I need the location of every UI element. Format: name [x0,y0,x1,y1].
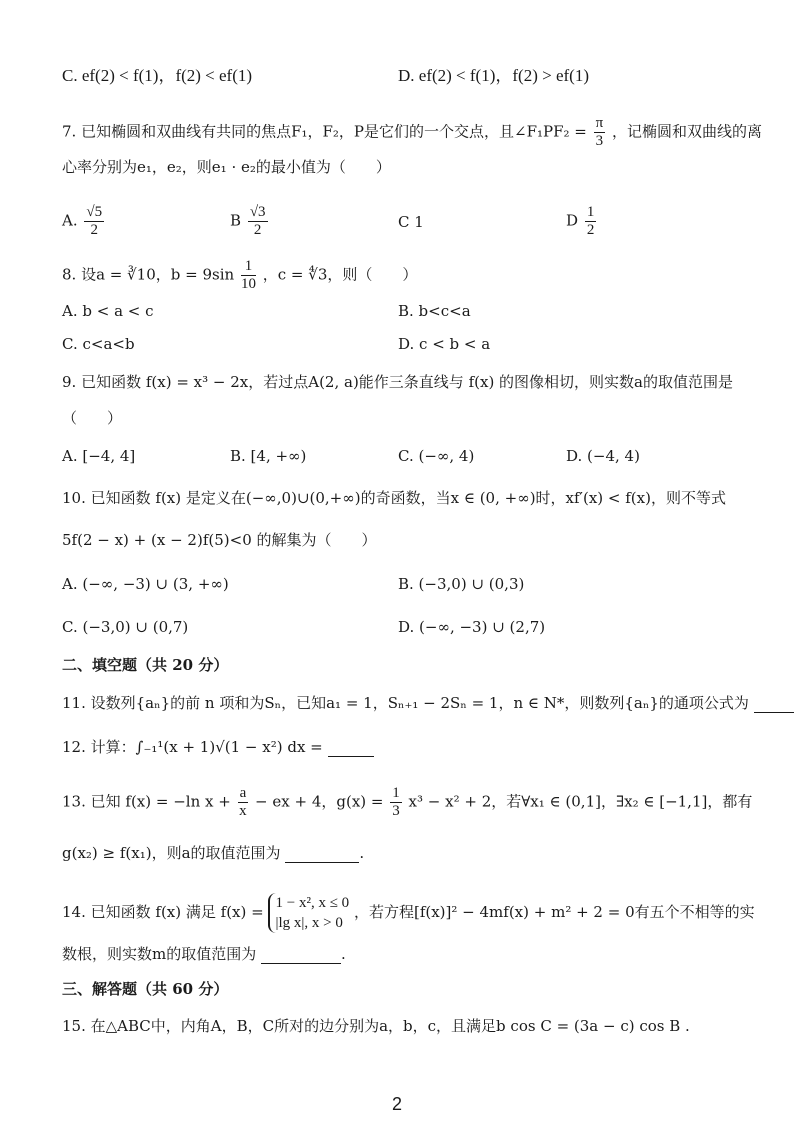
q8-option-a[interactable]: A. b < a < c [62,302,154,320]
q9-option-a[interactable]: A. [−4, 4] [62,447,136,465]
q7-angle-fraction: $\frac{\pi}{3}$ [595,115,604,149]
q10-option-a[interactable]: A. (−∞, −3) ∪ (3, +∞) [62,575,229,593]
q10-option-c[interactable]: C. (−3,0) ∪ (0,7) [62,618,189,636]
q7-option-d[interactable]: D $\frac{1}{2}$ [566,204,595,238]
q10-option-b[interactable]: B. (−3,0) ∪ (0,3) [398,575,525,593]
q6-option-d[interactable]: D. ef(2) < f(1)，f(2) > ef(1) [398,66,589,85]
q8-option-c[interactable]: C. c<a<b [62,335,135,353]
q13-stem-line1: 13. 已知 f(x) = −ln x + $\frac{a}{x}$ − ex + 4，g(x) = $\frac{1}{3}$ x³ − x² + 2，若∀x₁ ∈ (0,1]，∃x₂ ∈ [−1,1]，都有 [62,785,753,819]
q8-option-b[interactable]: B. b<c<a [398,302,471,320]
q11-stem: 11. 设数列{aₙ}的前 n 项和为Sₙ，已知a₁ = 1，Sₙ₊₁ − 2Sₙ = 1，n ∈ N*，则数列{aₙ}的通项公式为 [62,693,794,713]
q7-option-c[interactable]: C 1 [398,213,424,231]
q9-answer-paren: （ ） [62,409,123,427]
q7-option-a[interactable]: A. $\frac{√5}{2}$ [62,204,103,238]
q9-stem: 9. 已知函数 f(x) = x³ − 2x，若过点A(2, a)能作三条直线与 f(x) 的图像相切，则实数a的取值范围是 [62,373,734,391]
q9-option-c[interactable]: C. (−∞, 4) [398,447,475,465]
q10-option-d[interactable]: D. (−∞, −3) ∪ (2,7) [398,618,546,636]
q10-stem-line1: 10. 已知函数 f(x) 是定义在(−∞,0)∪(0,+∞)的奇函数，当x ∈ (0, +∞)时，xf′(x) < f(x)，则不等式 [62,489,726,507]
q15-stem: 15. 在△ABC中，内角A，B，C所对的边分别为a，b，c，且满足b cos C = (3a − c) cos B . [62,1017,690,1035]
q10-stem-line2: 5f(2 − x) + (x − 2)f(5)<0 的解集为（ ） [62,531,377,549]
q14-piecewise-function: 1 − x², x ≤ 0 |lg x|, x > 0 [268,893,349,933]
q12-stem: 12. 计算：∫₋₁¹(x + 1)√(1 − x²) dx = [62,737,374,757]
section-fill-in-title: 二、填空题（共 20 分） [62,656,229,674]
q12-answer-blank[interactable] [328,742,374,757]
q13-stem-line2: g(x₂) ≥ f(x₁)，则a的取值范围为 . [62,844,365,862]
q14-stem-line2: 数根，则实数m的取值范围为 . [62,945,346,963]
q14-answer-blank[interactable] [261,949,341,964]
q11-answer-blank[interactable] [754,698,794,713]
section-solution-title: 三、解答题（共 60 分） [62,980,229,998]
page-number: 2 [391,1094,402,1114]
q13-answer-blank[interactable] [285,848,359,863]
q7-option-b[interactable]: B $\frac{√3}{2}$ [230,204,266,238]
q7-stem-line1: 7. 已知椭圆和双曲线有共同的焦点F₁，F₂，P是它们的一个交点，且∠F₁PF₂ = $\frac{\pi}{3}$ ，记椭圆和双曲线的离 [62,115,763,149]
q9-option-b[interactable]: B. [4, +∞) [230,447,307,465]
q8-stem: 8. 设a = ∛10，b = 9sin $\frac{1}{10}$ ，c = ∜3，则（ ） [62,258,418,292]
q14-stem-line1: 14. 已知函数 f(x) 满足 f(x) = 1 − x², x ≤ 0 |lg x|, x > 0 ，若方程[f(x)]² − 4mf(x) + m² + 2 = 0有五个不相等的实 [62,895,755,931]
q8-option-d[interactable]: D. c < b < a [398,335,491,353]
q6-option-c[interactable]: C. ef(2) < f(1)，f(2) < ef(1) [62,66,253,85]
q7-stem-line2: 心率分别为e₁，e₂，则e₁ · e₂的最小值为（ ） [62,158,391,176]
q9-option-d[interactable]: D. (−4, 4) [566,447,640,465]
